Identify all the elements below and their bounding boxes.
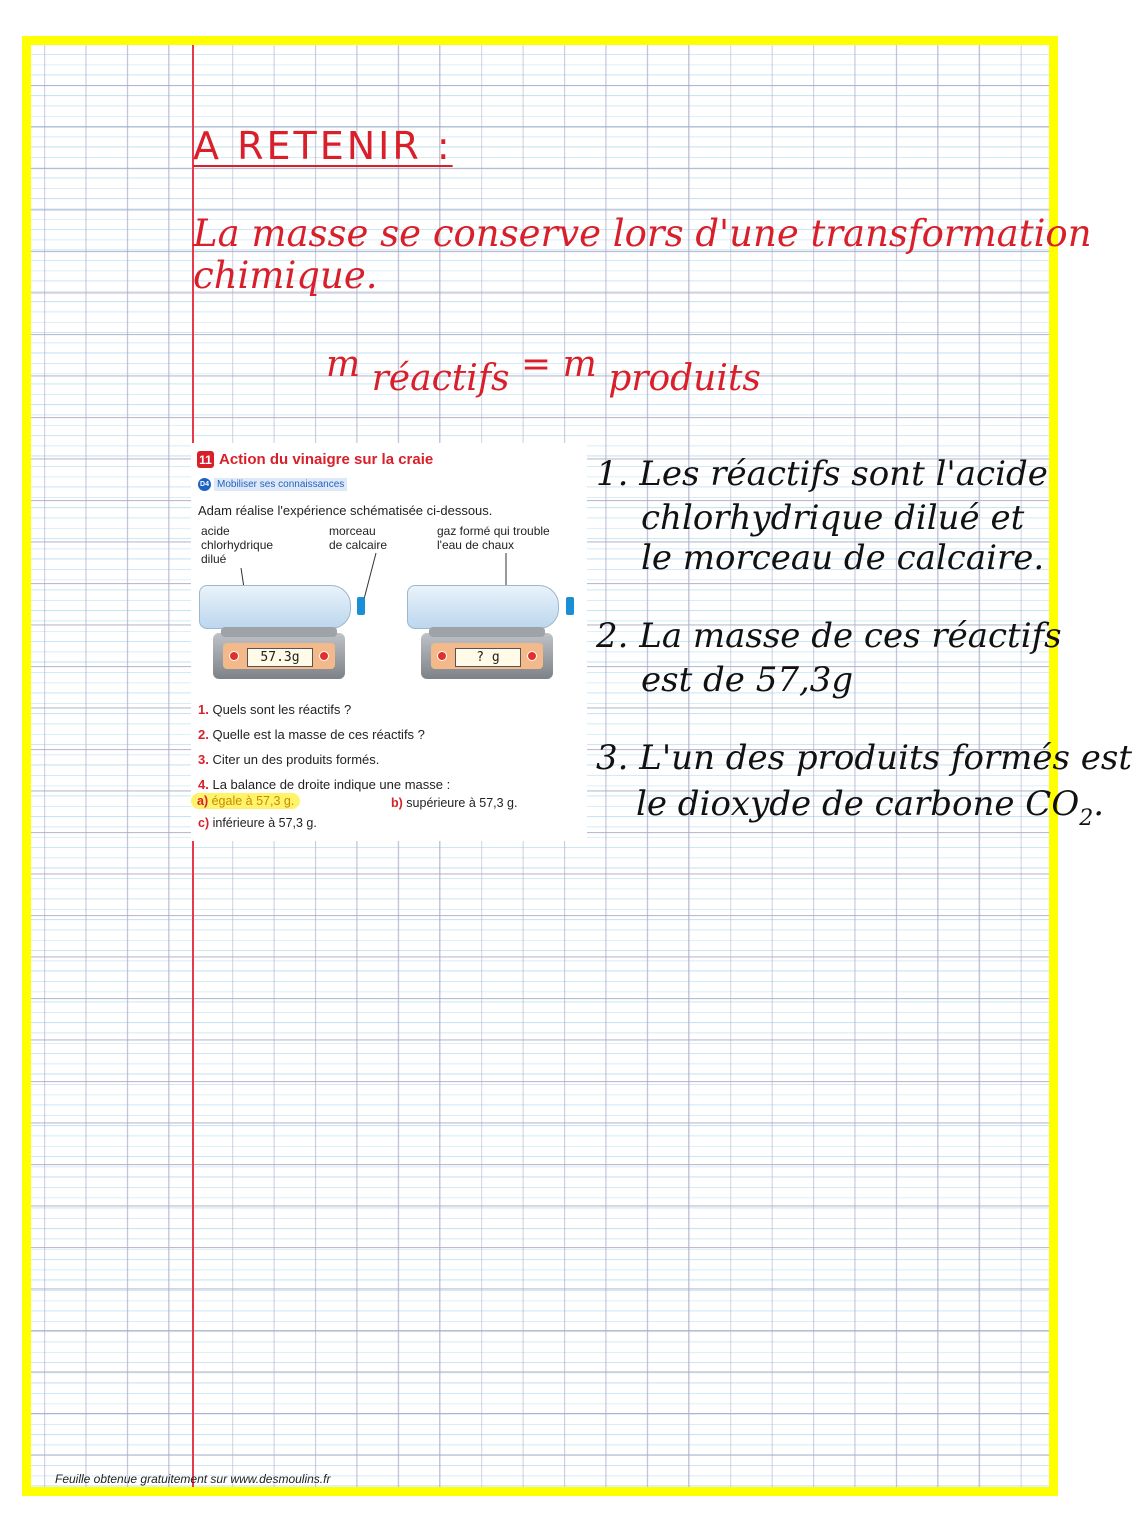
exercise-number: 11 [197,451,214,468]
option-c-letter: c) [198,816,210,830]
question-3 [198,752,379,767]
right-bottle-cap [566,597,574,615]
formula-equals: = [520,344,552,385]
seyes-ruled-paper [31,45,1132,1487]
formula-sub-reactants: réactifs [371,358,510,399]
answer-1-line-1: 1. Les réactifs sont l'acide [596,454,1048,494]
exercise-title: Action du vinaigre sur la craie [219,451,434,468]
rule-line-2: chimique. [193,254,378,297]
footer-credit: Feuille obtenue gratuitement sur www.desmoulins.fr [55,1472,331,1486]
left-scale-button-left [229,651,239,661]
answer-3-line-2: le dioxyde de carbone $CO_2$. [636,784,1105,831]
formula-m-reactants: m [326,344,361,385]
co2-subscript: 2 [1079,806,1094,831]
answer-1-line-3: le morceau de calcaire. [641,538,1045,578]
answer-3-line-2-text: le dioxyde de carbone CO [636,784,1080,824]
question-2-num: 2. [198,727,209,742]
left-scale [213,633,345,679]
left-scale-panel [223,643,335,669]
option-b-text: supérieure à 57,3 g. [406,796,518,810]
skill-badge-code: D4 [198,478,211,491]
label-acid: acide chlorhydrique dilué [201,524,274,566]
mass-formula [326,344,761,399]
question-1-text: Quels sont les réactifs ? [212,702,352,717]
right-scale [421,633,553,679]
right-scale-button-right [527,651,537,661]
right-bottle [407,585,559,629]
question-4 [198,777,450,792]
left-bottle [199,585,351,629]
answer-1-line-2: chlorhydrique dilué et [641,498,1025,538]
left-bottle-cap [357,597,365,615]
question-3-text: Citer un des produits formés. [212,752,380,767]
textbook-exercise [191,443,587,841]
option-b [391,796,518,810]
right-scale-tray [429,627,545,637]
question-4-num: 4. [198,777,209,792]
left-scale-display: 57.3g [247,648,313,667]
option-b-letter: b) [391,796,403,810]
left-scale-button-right [319,651,329,661]
right-scale-display: ? g [455,648,521,667]
question-2-text: Quelle est la masse de ces réactifs ? [212,727,425,742]
label-calcaire: morceau de calcaire [329,524,388,552]
option-c-text: inférieure à 57,3 g. [212,816,317,830]
option-a-letter: a) [197,794,209,808]
section-title: A RETENIR : [193,124,453,168]
question-2 [198,727,425,742]
label-gas: gaz formé qui trouble l'eau de chaux [437,524,550,552]
question-4-text: La balance de droite indique une masse : [212,777,451,792]
exercise-intro: Adam réalise l'expérience schématisée ci-dessous. [198,503,493,518]
yellow-page-frame [22,36,1132,1496]
left-scale-tray [221,627,337,637]
question-1-num: 1. [198,702,209,717]
question-1 [198,702,351,717]
answer-3-line-1: 3. L'un des produits formés est [596,738,1132,778]
skill-badge-text: Mobiliser ses connaissances [214,478,347,491]
right-scale-panel [431,643,543,669]
option-a-highlighted [191,793,300,809]
answer-2-line-1: 2. La masse de ces réactifs [596,616,1062,656]
rule-line-1: La masse se conserve lors d'une transformation [193,212,1092,255]
formula-m-products: m [562,344,597,385]
question-3-num: 3. [198,752,209,767]
right-scale-button-left [437,651,447,661]
formula-sub-products: produits [608,358,761,399]
option-a-text: égale à 57,3 g. [211,794,295,808]
answer-2-line-2: est de 57,3g [641,660,854,700]
option-c [198,816,317,830]
